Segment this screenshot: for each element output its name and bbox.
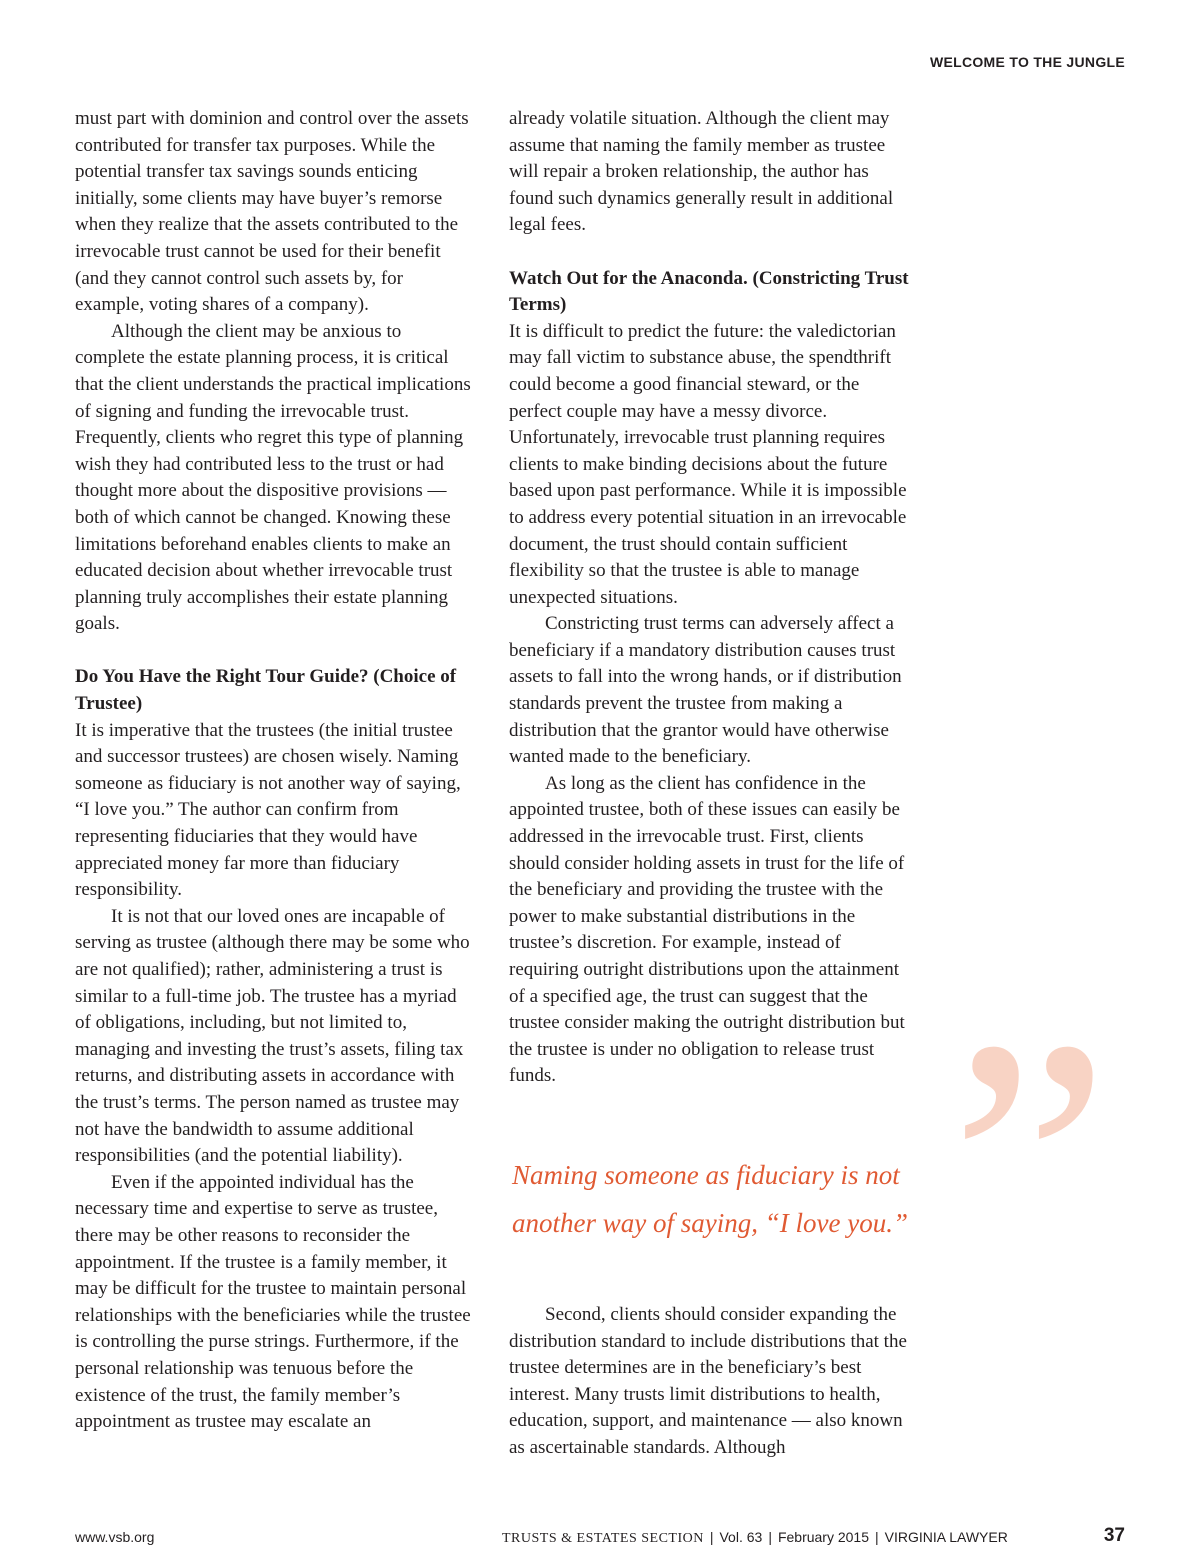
paragraph: Although the client may be anxious to complete the estate planning process, it is critical that the client understands the practical implications of signing and funding the irrevocable trust. Frequently, clients who regret this type of planning wish they had contributed less to the trust or had thought more about the dispositive provisions — both of which cannot be changed. Knowing these limitations beforehand enables clients to make an educated decision about whether irrevocable trust planning truly accomplishes their estate planning goals. — [75, 320, 471, 635]
page-number: 37 — [1103, 1525, 1125, 1546]
paragraph: Even if the appointed individual has the necessary time and expertise to serve as trustee, there may be other reasons to reconsider the appointment. If the trustee is a family member, it may be difficult for the trustee to maintain personal relationships with the beneficiaries while the trustee is controlling the purse strings. Furthermore, if the personal relationship was tenuous before the existence of the trust, the family member’s appointment as trustee may escalate an — [75, 1171, 471, 1433]
section-heading: Watch Out for the Anaconda. (Constricting Trust Terms) — [509, 267, 909, 316]
footer-publication: VIRGINIA LAWYER — [884, 1529, 1008, 1545]
paragraph: Second, clients should consider expanding the distribution standard to include distributions that the trustee determines are in the beneficiary’s best interest. Many trusts limit distributions to health, education, support, and maintenance — also known as ascertainable standards. Although — [509, 1304, 907, 1458]
footer-volume: Vol. 63 — [719, 1529, 763, 1545]
pull-quote: Naming someone as fiduciary is not another way of saying, “I love you.” — [512, 1160, 908, 1238]
footer-section: TRUSTS & ESTATES SECTION — [502, 1531, 704, 1546]
paragraph: It is not that our loved ones are incapable of serving as trustee (although there may be some who are not qualified); rather, administering a trust is similar to a full-time job. The trustee has a myriad of obligations, including, but not limited to, managing and investing the trust’s assets, filing tax returns, and distributing assets in accordance with the trust’s terms. The person named as trustee may not have the bandwidth to assume additional responsibilities (and the potential liability). — [75, 905, 470, 1167]
footer-url: www.vsb.org — [75, 1529, 155, 1545]
right-column — [509, 106, 909, 1090]
paragraph: It is difficult to predict the future: the valedictorian may fall victim to substance abuse, the spendthrift could become a good financial steward, or the perfect couple may have a messy divorce. Unfortunately, irrevocable trust planning requires clients to make binding decisions about the future based upon past performance. While it is impossible to address every potential situation in an irrevocable document, the trust should contain sufficient flexibility so that the trustee is able to manage unexpected situations. — [509, 320, 907, 608]
right-column-continued — [509, 1302, 909, 1462]
footer-date: February 2015 — [777, 1529, 870, 1545]
paragraph: It is imperative that the trustees (the initial trustee and successor trustees) are chosen wisely. Naming someone as fiduciary is not another way of saying, “I love you.” The author can confirm from representing fiduciaries that they would have appreciated money far more than fiduciary responsibility. — [75, 719, 461, 901]
left-column — [75, 106, 475, 1436]
paragraph: already volatile situation. Although the client may assume that naming the family member as trustee will repair a broken relationship, the author has found such dynamics generally result in additional legal fees. — [509, 108, 894, 236]
quote-marks-icon: ” — [950, 965, 1100, 1364]
section-heading: Do You Have the Right Tour Guide? (Choice of Trustee) — [75, 666, 457, 715]
paragraph: Constricting trust terms can adversely affect a beneficiary if a mandatory distribution causes trust assets to fall into the wrong hands, or if distribution standards prevent the trustee from making a distribution that the grantor would have otherwise wanted made to the beneficiary. — [509, 613, 902, 768]
footer-publication-line: TRUSTS & ESTATES SECTION | Vol. 63 | February 2015 | VIRGINIA LAWYER — [502, 1529, 1008, 1546]
paragraph: As long as the client has confidence in the appointed trustee, both of these issues can easily be addressed in the irrevocable trust. First, clients should consider holding assets in trust for the life of the beneficiary and providing the trustee with the power to make substantial distributions in the trustee’s discretion. For example, instead of requiring outright distributions upon the attainment of a specified age, the trust can suggest that the trustee consider making the outright distribution but the trustee is under no obligation to release trust funds. — [509, 772, 905, 1087]
paragraph: must part with dominion and control over the assets contributed for transfer tax purposes. While the potential transfer tax savings sounds enticing initially, some clients may have buyer’s remorse when they realize that the assets contributed to the irrevocable trust cannot be used for their benefit (and they cannot control such assets by, for example, voting shares of a company). — [75, 108, 469, 316]
running-head: WELCOME TO THE JUNGLE — [929, 54, 1125, 70]
